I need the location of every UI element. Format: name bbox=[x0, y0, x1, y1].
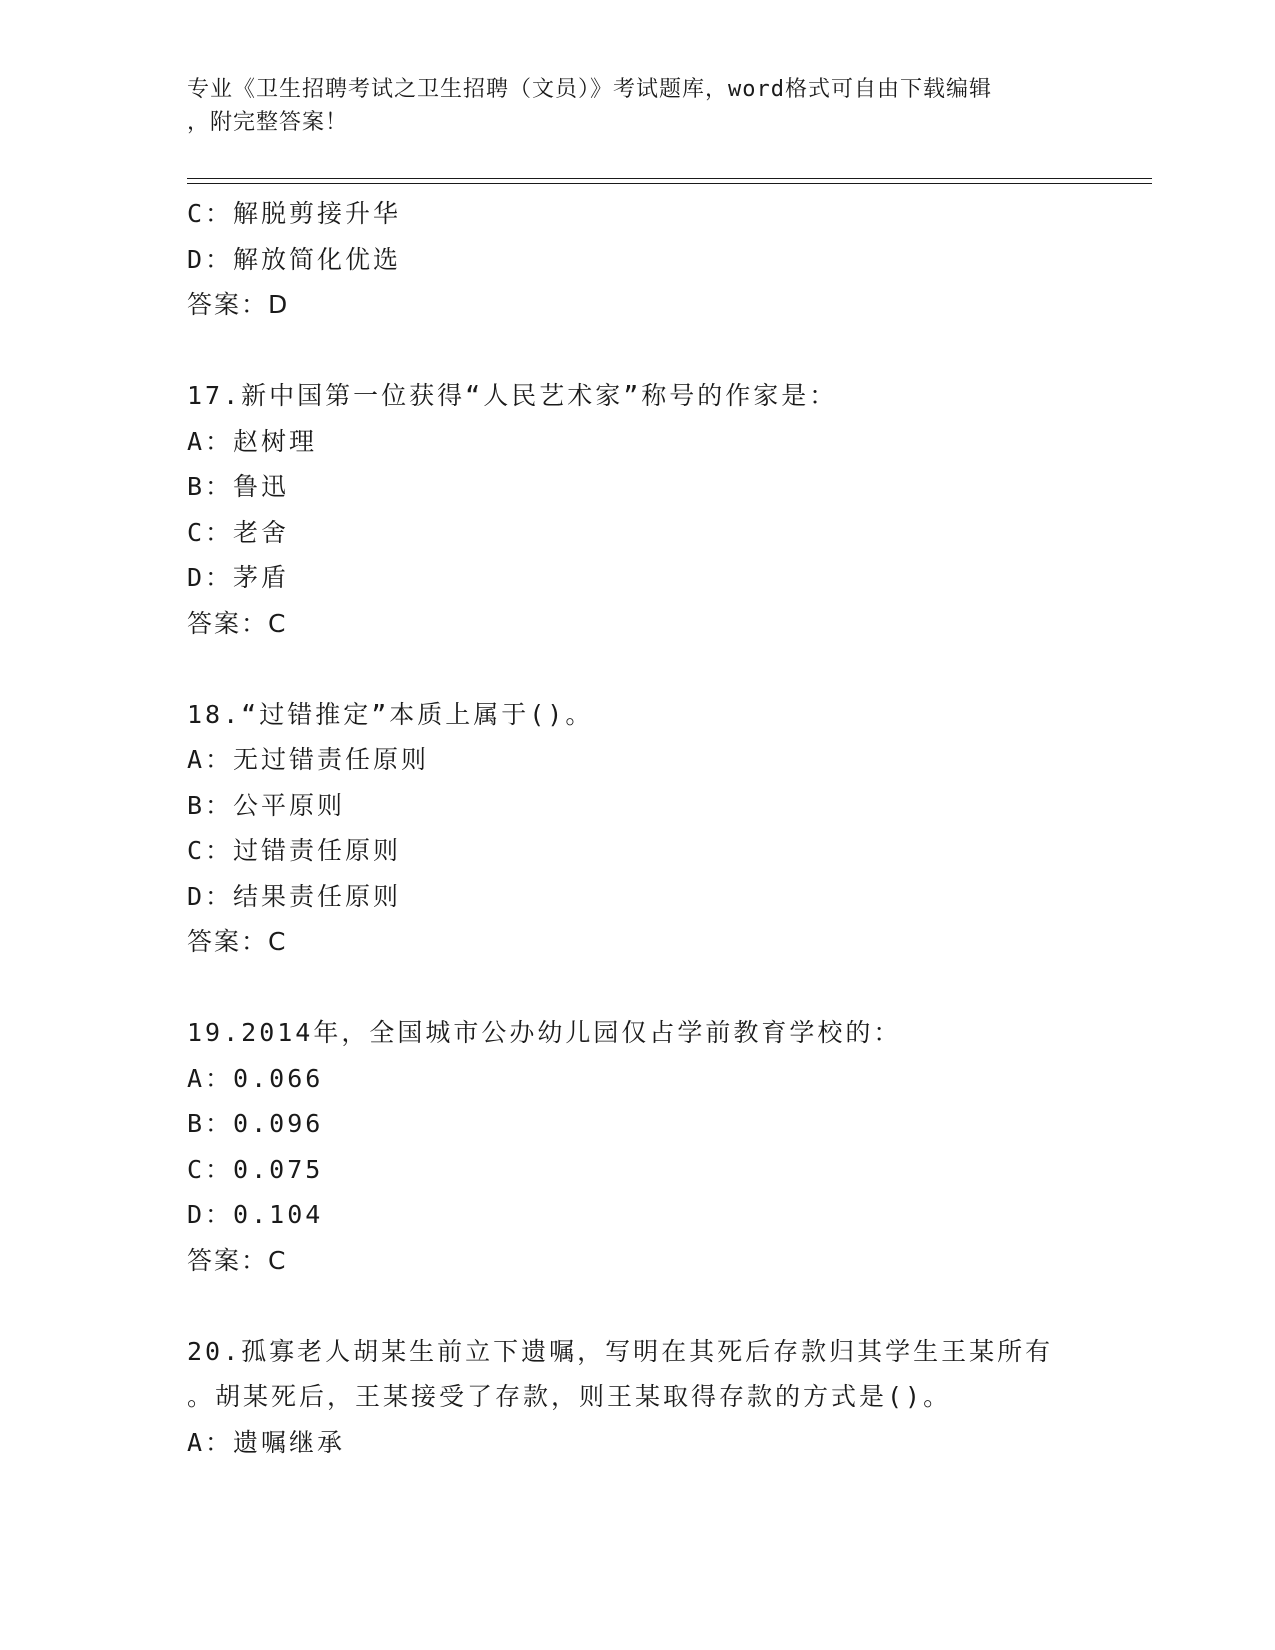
option-b: B：鲁迅 bbox=[187, 472, 290, 501]
answer: 答案：C bbox=[187, 1245, 288, 1275]
option-c: C：解脱剪接升华 bbox=[187, 199, 402, 228]
question-18 bbox=[187, 692, 1107, 965]
option-b: B：0.096 bbox=[187, 1109, 324, 1138]
question-text: 17.新中国第一位获得“人民艺术家”称号的作家是： bbox=[187, 381, 838, 410]
question-17 bbox=[187, 373, 1107, 646]
document-header bbox=[187, 73, 1067, 139]
header-divider-bottom bbox=[187, 183, 1152, 184]
question-list bbox=[187, 191, 1107, 1465]
option-a: A：0.066 bbox=[187, 1063, 324, 1093]
answer: 答案：D bbox=[187, 290, 290, 319]
option-d: D：0.104 bbox=[187, 1200, 324, 1229]
answer: 答案：C bbox=[187, 927, 288, 956]
answer: 答案：C bbox=[187, 608, 288, 638]
option-a: A：赵树理 bbox=[187, 426, 318, 456]
header-title-line-2: ，附完整答案！ bbox=[187, 110, 349, 135]
question-20 bbox=[187, 1329, 1107, 1466]
question-text-line-2: 。胡某死后，王某接受了存款，则王某取得存款的方式是()。 bbox=[187, 1382, 952, 1411]
question-text: 18.“过错推定”本质上属于()。 bbox=[187, 699, 594, 729]
option-d: D：结果责任原则 bbox=[187, 881, 402, 911]
spacer bbox=[187, 328, 1107, 374]
question-19 bbox=[187, 1010, 1107, 1283]
spacer bbox=[187, 965, 1107, 1011]
spacer bbox=[187, 646, 1107, 692]
question-text-line-1: 20.孤寡老人胡某生前立下遗嘱，写明在其死后存款归其学生王某所有 bbox=[187, 1336, 1054, 1366]
option-a: A：遗嘱继承 bbox=[187, 1427, 346, 1457]
option-c: C：0.075 bbox=[187, 1154, 324, 1184]
option-c: C：老舍 bbox=[187, 517, 290, 547]
spacer bbox=[187, 1283, 1107, 1329]
header-divider-top bbox=[187, 178, 1152, 179]
option-b: B：公平原则 bbox=[187, 790, 346, 820]
option-d: D：茅盾 bbox=[187, 563, 290, 592]
question-text: 19.2014年，全国城市公办幼儿园仅占学前教育学校的： bbox=[187, 1018, 902, 1047]
option-c: C：过错责任原则 bbox=[187, 836, 402, 865]
option-a: A：无过错责任原则 bbox=[187, 745, 430, 774]
question-16-tail bbox=[187, 191, 1107, 328]
option-d: D：解放简化优选 bbox=[187, 244, 402, 274]
header-title-line-1: 专业《卫生招聘考试之卫生招聘（文员）》考试题库，word格式可自由下载编辑 bbox=[187, 77, 992, 102]
